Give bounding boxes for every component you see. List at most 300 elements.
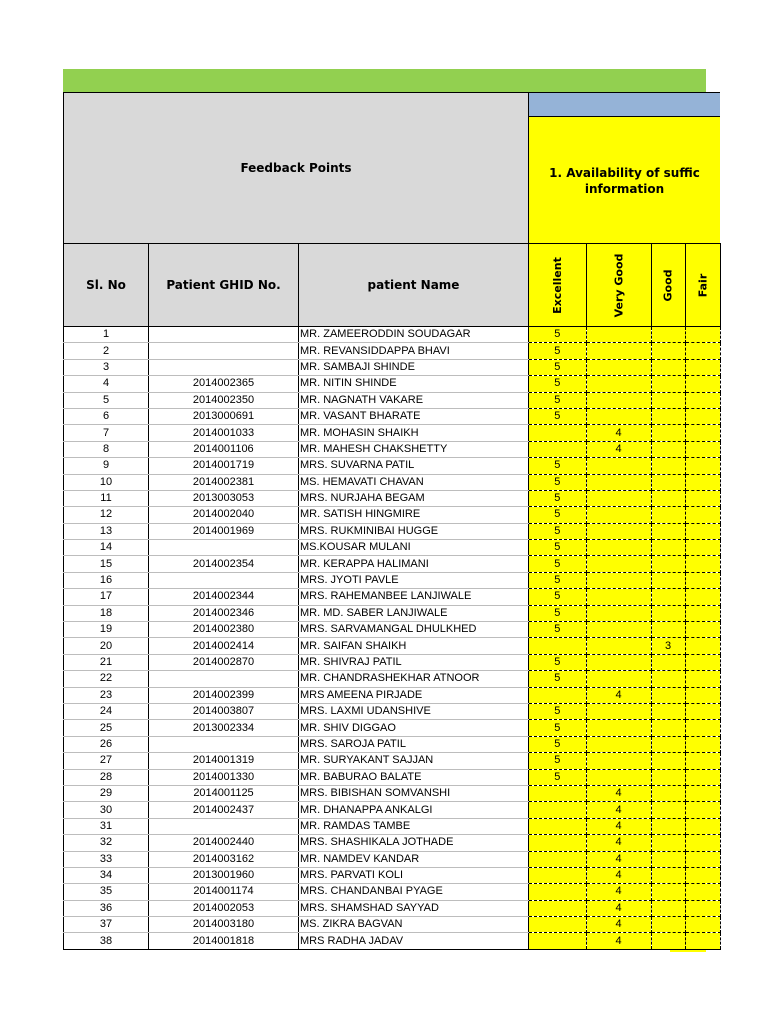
rating-excellent-cell	[529, 867, 587, 883]
rating-excellent-cell: 5	[529, 753, 587, 769]
patient-name-cell: MRS. PARVATI KOLI	[299, 867, 529, 883]
rating-very-good-cell	[586, 540, 651, 556]
patient-name-cell: MR. SHIVRAJ PATIL	[299, 654, 529, 670]
rating-fair-cell	[685, 900, 720, 916]
rating-very-good-cell	[586, 605, 651, 621]
ghid-header	[149, 244, 299, 327]
ghid-cell: 2014002870	[149, 654, 299, 670]
ghid-cell	[149, 572, 299, 588]
rating-excellent-cell	[529, 933, 587, 949]
patient-name-cell: MRS RADHA JADAV	[299, 933, 529, 949]
patient-name-cell: MR. NAGNATH VAKARE	[299, 392, 529, 408]
sl-no-cell: 1	[64, 327, 149, 343]
table-row	[64, 785, 721, 801]
table-row	[64, 622, 721, 638]
rating-good-cell	[651, 703, 685, 719]
table-row	[64, 687, 721, 703]
sl-no-cell: 15	[64, 556, 149, 572]
rating-good-cell	[651, 917, 685, 933]
table-row	[64, 654, 721, 670]
rating-excellent-cell: 5	[529, 343, 587, 359]
table-row	[64, 802, 721, 818]
table-row	[64, 343, 721, 359]
patient-name-cell: MR. DHANAPPA ANKALGI	[299, 802, 529, 818]
patient-name-cell: MRS. CHANDANBAI PYAGE	[299, 884, 529, 900]
table-row	[64, 703, 721, 719]
table-row	[64, 818, 721, 834]
sl-no-cell: 4	[64, 376, 149, 392]
rating-excellent-cell: 5	[529, 458, 587, 474]
patient-name-cell: MRS. SARVAMANGAL DHULKHED	[299, 622, 529, 638]
rating-header-excellent	[529, 244, 587, 327]
ghid-cell: 2014001330	[149, 769, 299, 785]
rating-very-good-cell: 4	[586, 867, 651, 883]
patient-name-cell: MR. NAMDEV KANDAR	[299, 851, 529, 867]
rating-header-good	[651, 244, 685, 327]
rating-excellent-cell: 5	[529, 556, 587, 572]
rating-good-cell	[651, 802, 685, 818]
table-row	[64, 900, 721, 916]
rating-very-good-cell: 4	[586, 884, 651, 900]
table-row	[64, 408, 721, 424]
rating-excellent-cell	[529, 638, 587, 654]
rating-label-good: Good	[661, 268, 675, 302]
ghid-cell: 2014001319	[149, 753, 299, 769]
patient-name-cell: MRS. RUKMINIBAI HUGGE	[299, 523, 529, 539]
rating-very-good-cell	[586, 572, 651, 588]
rating-excellent-cell	[529, 917, 587, 933]
rating-excellent-cell	[529, 802, 587, 818]
question-header	[529, 93, 721, 244]
feedback-points-header	[64, 93, 529, 244]
rating-good-cell	[651, 359, 685, 375]
ghid-cell: 2014002365	[149, 376, 299, 392]
sl-no-cell: 37	[64, 917, 149, 933]
table-row	[64, 572, 721, 588]
sl-no-cell: 23	[64, 687, 149, 703]
rating-excellent-cell: 5	[529, 703, 587, 719]
rating-very-good-cell: 4	[586, 917, 651, 933]
rating-excellent-cell	[529, 884, 587, 900]
patient-name-cell: MR. SAMBAJI SHINDE	[299, 359, 529, 375]
question-title-line1: 1. Availability of suffic	[549, 166, 700, 180]
rating-fair-cell	[685, 884, 720, 900]
rating-good-cell	[651, 408, 685, 424]
sl-no-cell: 29	[64, 785, 149, 801]
patient-name-cell: MRS. SUVARNA PATIL	[299, 458, 529, 474]
rating-excellent-cell: 5	[529, 769, 587, 785]
rating-very-good-cell: 4	[586, 441, 651, 457]
table-row	[64, 556, 721, 572]
rating-good-cell	[651, 343, 685, 359]
sl-no-cell: 21	[64, 654, 149, 670]
table-row	[64, 720, 721, 736]
rating-excellent-cell	[529, 687, 587, 703]
patient-name-cell: MRS. SHAMSHAD SAYYAD	[299, 900, 529, 916]
sl-no-cell: 25	[64, 720, 149, 736]
ghid-cell: 2013002334	[149, 720, 299, 736]
rating-excellent-cell: 5	[529, 589, 587, 605]
table-row	[64, 917, 721, 933]
sl-no-cell: 3	[64, 359, 149, 375]
rating-very-good-cell	[586, 622, 651, 638]
rating-header-fair	[685, 244, 720, 327]
sl-no-cell: 8	[64, 441, 149, 457]
rating-very-good-cell	[586, 359, 651, 375]
question-title-line2: information	[584, 182, 665, 196]
rating-fair-cell	[685, 392, 720, 408]
sl-no-cell: 12	[64, 507, 149, 523]
rating-good-cell	[651, 572, 685, 588]
table-row	[64, 933, 721, 949]
sl-no-label: Sl. No	[86, 278, 126, 292]
rating-very-good-cell	[586, 769, 651, 785]
rating-good-cell	[651, 540, 685, 556]
table-row	[64, 736, 721, 752]
table-row	[64, 458, 721, 474]
ghid-cell	[149, 359, 299, 375]
rating-excellent-cell	[529, 425, 587, 441]
patient-name-cell: MR. CHANDRASHEKHAR ATNOOR	[299, 671, 529, 687]
rating-good-cell	[651, 720, 685, 736]
rating-fair-cell	[685, 408, 720, 424]
rating-good-cell	[651, 622, 685, 638]
ghid-label: Patient GHID No.	[166, 278, 281, 292]
sl-no-cell: 35	[64, 884, 149, 900]
rating-very-good-cell: 4	[586, 785, 651, 801]
rating-very-good-cell	[586, 490, 651, 506]
ghid-cell: 2014002354	[149, 556, 299, 572]
rating-very-good-cell	[586, 523, 651, 539]
patient-rows	[64, 327, 721, 950]
sl-no-cell: 17	[64, 589, 149, 605]
sl-no-cell: 18	[64, 605, 149, 621]
rating-good-cell	[651, 884, 685, 900]
ghid-cell	[149, 343, 299, 359]
rating-excellent-cell	[529, 785, 587, 801]
ghid-cell: 2014003807	[149, 703, 299, 719]
question-blue-band	[529, 93, 720, 117]
rating-very-good-cell	[586, 753, 651, 769]
rating-excellent-cell: 5	[529, 507, 587, 523]
rating-good-cell	[651, 458, 685, 474]
rating-good-cell	[651, 327, 685, 343]
sl-no-cell: 13	[64, 523, 149, 539]
rating-fair-cell	[685, 441, 720, 457]
table-row	[64, 507, 721, 523]
rating-good-cell	[651, 818, 685, 834]
rating-fair-cell	[685, 622, 720, 638]
table-row	[64, 327, 721, 343]
rating-good-cell	[651, 687, 685, 703]
rating-very-good-cell	[586, 638, 651, 654]
feedback-points-label: Feedback Points	[240, 161, 352, 175]
rating-very-good-cell	[586, 408, 651, 424]
rating-excellent-cell: 5	[529, 736, 587, 752]
rating-fair-cell	[685, 507, 720, 523]
rating-good-cell	[651, 654, 685, 670]
sl-no-cell: 38	[64, 933, 149, 949]
rating-good-cell	[651, 605, 685, 621]
rating-excellent-cell: 5	[529, 720, 587, 736]
sl-no-cell: 33	[64, 851, 149, 867]
rating-fair-cell	[685, 638, 720, 654]
rating-very-good-cell	[586, 507, 651, 523]
rating-fair-cell	[685, 540, 720, 556]
ghid-cell: 2014001969	[149, 523, 299, 539]
rating-fair-cell	[685, 490, 720, 506]
rating-fair-cell	[685, 556, 720, 572]
rating-fair-cell	[685, 736, 720, 752]
patient-name-cell: MRS. LAXMI UDANSHIVE	[299, 703, 529, 719]
patient-name-cell: MR. KERAPPA HALIMANI	[299, 556, 529, 572]
ghid-cell	[149, 327, 299, 343]
rating-good-cell	[651, 425, 685, 441]
rating-very-good-cell	[586, 327, 651, 343]
rating-very-good-cell: 4	[586, 687, 651, 703]
patient-name-cell: MR. VASANT BHARATE	[299, 408, 529, 424]
table-row	[64, 769, 721, 785]
table-row	[64, 392, 721, 408]
rating-fair-cell	[685, 376, 720, 392]
rating-fair-cell	[685, 458, 720, 474]
patient-name-cell: MR. RAMDAS TAMBE	[299, 818, 529, 834]
ghid-cell: 2014002381	[149, 474, 299, 490]
sl-no-cell: 6	[64, 408, 149, 424]
rating-good-cell	[651, 474, 685, 490]
ghid-cell: 2014001174	[149, 884, 299, 900]
rating-good-cell	[651, 769, 685, 785]
sl-no-cell: 32	[64, 835, 149, 851]
ghid-cell	[149, 818, 299, 834]
table-row	[64, 359, 721, 375]
rating-very-good-cell	[586, 343, 651, 359]
table-row	[64, 851, 721, 867]
patient-name-cell: MRS. SHASHIKALA JOTHADE	[299, 835, 529, 851]
sl-no-cell: 2	[64, 343, 149, 359]
rating-fair-cell	[685, 769, 720, 785]
rating-excellent-cell: 5	[529, 408, 587, 424]
rating-excellent-cell: 5	[529, 622, 587, 638]
sl-no-cell: 9	[64, 458, 149, 474]
sl-no-cell: 14	[64, 540, 149, 556]
ghid-cell: 2014001106	[149, 441, 299, 457]
rating-good-cell: 3	[651, 638, 685, 654]
ghid-cell: 2013003053	[149, 490, 299, 506]
rating-very-good-cell: 4	[586, 933, 651, 949]
table-row	[64, 671, 721, 687]
rating-excellent-cell	[529, 900, 587, 916]
patient-name-cell: MR. ZAMEERODDIN SOUDAGAR	[299, 327, 529, 343]
ghid-cell: 2014002053	[149, 900, 299, 916]
rating-excellent-cell	[529, 851, 587, 867]
table-row	[64, 474, 721, 490]
table-row	[64, 605, 721, 621]
rating-very-good-cell: 4	[586, 802, 651, 818]
rating-good-cell	[651, 589, 685, 605]
sl-no-cell: 19	[64, 622, 149, 638]
ghid-cell: 2014002414	[149, 638, 299, 654]
ghid-cell	[149, 540, 299, 556]
sl-no-cell: 11	[64, 490, 149, 506]
rating-fair-cell	[685, 425, 720, 441]
table-row	[64, 425, 721, 441]
table-row	[64, 589, 721, 605]
rating-good-cell	[651, 523, 685, 539]
rating-very-good-cell	[586, 392, 651, 408]
sl-no-cell: 20	[64, 638, 149, 654]
ghid-cell: 2014001818	[149, 933, 299, 949]
title-bar	[63, 69, 706, 92]
rating-good-cell	[651, 835, 685, 851]
table-row	[64, 523, 721, 539]
rating-fair-cell	[685, 802, 720, 818]
question-title	[529, 117, 720, 197]
rating-excellent-cell: 5	[529, 376, 587, 392]
rating-good-cell	[651, 507, 685, 523]
ghid-cell: 2014002380	[149, 622, 299, 638]
sl-no-header	[64, 244, 149, 327]
patient-name-cell: MR. NITIN SHINDE	[299, 376, 529, 392]
patient-name-cell: MR. MOHASIN SHAIKH	[299, 425, 529, 441]
rating-good-cell	[651, 392, 685, 408]
sl-no-cell: 7	[64, 425, 149, 441]
table-row	[64, 638, 721, 654]
rating-excellent-cell: 5	[529, 474, 587, 490]
rating-good-cell	[651, 933, 685, 949]
rating-very-good-cell	[586, 589, 651, 605]
rating-good-cell	[651, 753, 685, 769]
rating-label-very-good: Very Good	[612, 253, 626, 317]
sl-no-cell: 10	[64, 474, 149, 490]
ghid-cell: 2014002344	[149, 589, 299, 605]
ghid-cell	[149, 736, 299, 752]
rating-fair-cell	[685, 703, 720, 719]
rating-fair-cell	[685, 867, 720, 883]
rating-fair-cell	[685, 343, 720, 359]
feedback-table	[63, 92, 721, 950]
table-row	[64, 540, 721, 556]
rating-good-cell	[651, 867, 685, 883]
ghid-cell: 2014002399	[149, 687, 299, 703]
sl-no-cell: 30	[64, 802, 149, 818]
table-row	[64, 753, 721, 769]
patient-name-cell: MR. SATISH HINGMIRE	[299, 507, 529, 523]
rating-good-cell	[651, 441, 685, 457]
rating-fair-cell	[685, 474, 720, 490]
patient-name-cell: MS. HEMAVATI CHAVAN	[299, 474, 529, 490]
rating-good-cell	[651, 490, 685, 506]
rating-good-cell	[651, 556, 685, 572]
sl-no-cell: 28	[64, 769, 149, 785]
rating-excellent-cell: 5	[529, 605, 587, 621]
table-row	[64, 867, 721, 883]
table-row	[64, 490, 721, 506]
rating-excellent-cell: 5	[529, 671, 587, 687]
rating-header-very-good	[586, 244, 651, 327]
rating-fair-cell	[685, 835, 720, 851]
ghid-cell: 2014002040	[149, 507, 299, 523]
sl-no-cell: 26	[64, 736, 149, 752]
rating-fair-cell	[685, 785, 720, 801]
rating-excellent-cell: 5	[529, 654, 587, 670]
patient-name-cell: MRS. JYOTI PAVLE	[299, 572, 529, 588]
table-row	[64, 835, 721, 851]
rating-excellent-cell: 5	[529, 327, 587, 343]
ghid-cell: 2014001125	[149, 785, 299, 801]
sl-no-cell: 31	[64, 818, 149, 834]
rating-fair-cell	[685, 753, 720, 769]
rating-very-good-cell	[586, 671, 651, 687]
rating-very-good-cell	[586, 474, 651, 490]
ghid-cell: 2014003162	[149, 851, 299, 867]
rating-fair-cell	[685, 851, 720, 867]
rating-excellent-cell: 5	[529, 572, 587, 588]
rating-fair-cell	[685, 589, 720, 605]
rating-very-good-cell	[586, 703, 651, 719]
patient-name-cell: MR. BABURAO BALATE	[299, 769, 529, 785]
sl-no-cell: 16	[64, 572, 149, 588]
patient-name-cell: MRS AMEENA PIRJADE	[299, 687, 529, 703]
table-row	[64, 884, 721, 900]
rating-very-good-cell	[586, 720, 651, 736]
ghid-cell: 2013001960	[149, 867, 299, 883]
ghid-cell	[149, 671, 299, 687]
patient-name-cell: MR. SAIFAN SHAIKH	[299, 638, 529, 654]
rating-excellent-cell	[529, 835, 587, 851]
sl-no-cell: 5	[64, 392, 149, 408]
patient-name-cell: MRS. RAHEMANBEE LANJIWALE	[299, 589, 529, 605]
ghid-cell: 2014002346	[149, 605, 299, 621]
rating-excellent-cell: 5	[529, 490, 587, 506]
patient-name-cell: MS.KOUSAR MULANI	[299, 540, 529, 556]
patient-name-cell: MR. REVANSIDDAPPA BHAVI	[299, 343, 529, 359]
table-row	[64, 376, 721, 392]
rating-good-cell	[651, 376, 685, 392]
patient-name-cell: MS. ZIKRA BAGVAN	[299, 917, 529, 933]
rating-excellent-cell: 5	[529, 523, 587, 539]
table-row	[64, 441, 721, 457]
rating-fair-cell	[685, 605, 720, 621]
rating-fair-cell	[685, 671, 720, 687]
rating-fair-cell	[685, 818, 720, 834]
rating-good-cell	[651, 851, 685, 867]
patient-name-label: patient Name	[367, 278, 460, 292]
patient-name-cell: MRS. BIBISHAN SOMVANSHI	[299, 785, 529, 801]
rating-fair-cell	[685, 327, 720, 343]
rating-excellent-cell: 5	[529, 359, 587, 375]
feedback-sheet	[63, 92, 721, 950]
patient-name-cell: MR. MD. SABER LANJIWALE	[299, 605, 529, 621]
rating-excellent-cell: 5	[529, 540, 587, 556]
rating-very-good-cell: 4	[586, 835, 651, 851]
rating-very-good-cell: 4	[586, 900, 651, 916]
ghid-cell: 2014002350	[149, 392, 299, 408]
rating-fair-cell	[685, 572, 720, 588]
sl-no-cell: 34	[64, 867, 149, 883]
ghid-cell: 2014003180	[149, 917, 299, 933]
patient-name-cell: MRS. NURJAHA BEGAM	[299, 490, 529, 506]
patient-name-cell: MR. SHIV DIGGAO	[299, 720, 529, 736]
rating-fair-cell	[685, 917, 720, 933]
sl-no-cell: 27	[64, 753, 149, 769]
ghid-cell: 2014001033	[149, 425, 299, 441]
rating-very-good-cell	[586, 654, 651, 670]
rating-very-good-cell	[586, 376, 651, 392]
rating-excellent-cell	[529, 818, 587, 834]
rating-very-good-cell: 4	[586, 818, 651, 834]
ghid-cell: 2014002437	[149, 802, 299, 818]
